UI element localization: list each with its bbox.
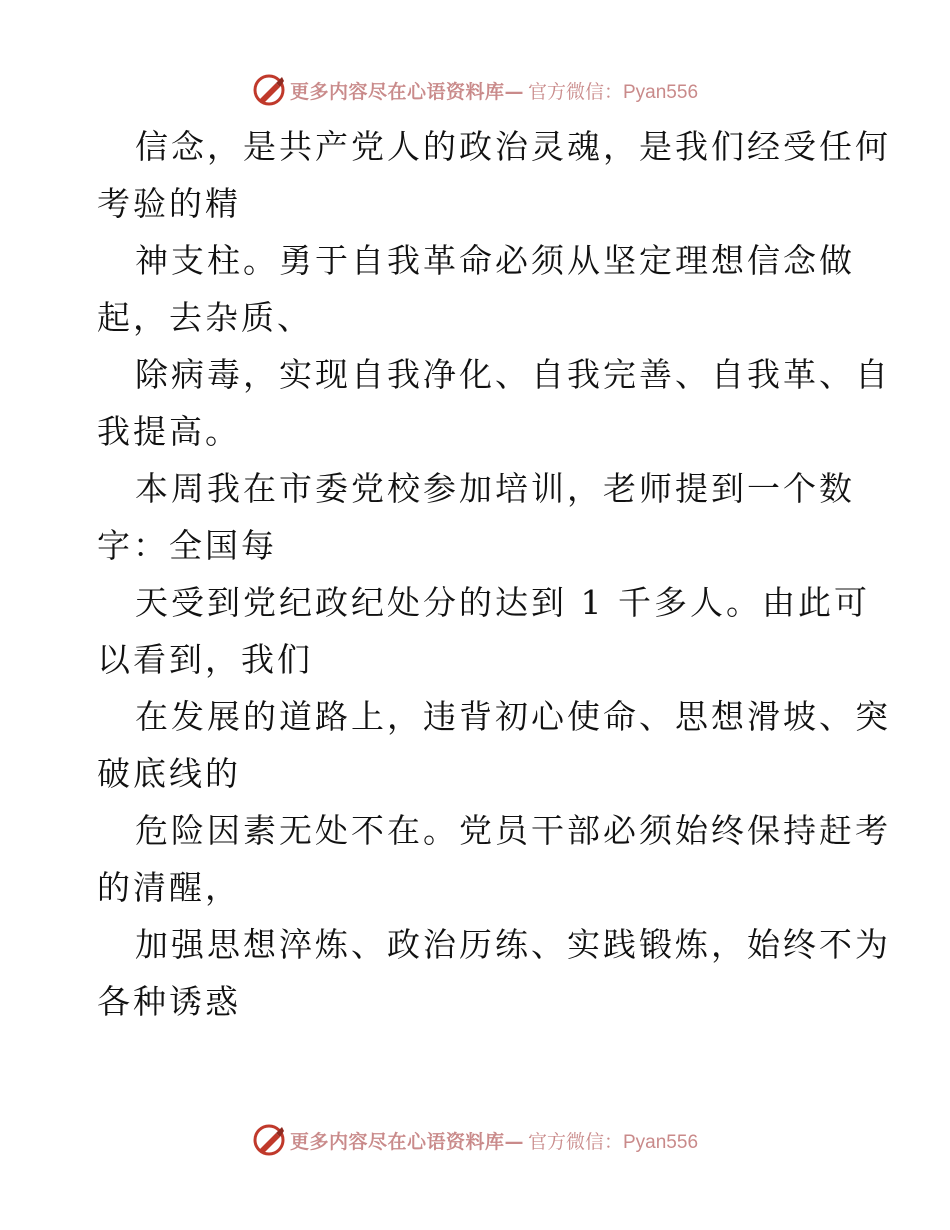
paragraph-line: 加强思想淬炼、政治历练、实践锻炼，始终不为 [135, 925, 891, 964]
banner-wechat: 官方微信：Pyan556 [528, 81, 699, 103]
paragraph-line: 危险因素无处不在。党员干部必须始终保持赶考 [135, 811, 891, 850]
paragraph-line: 本周我在市委党校参加培训，老师提到一个数 [135, 469, 855, 508]
document-body [97, 118, 891, 1030]
banner-text: 更多内容尽在心语资料库— [289, 1130, 524, 1153]
paragraph-line: 的清醒， [97, 868, 241, 907]
paragraph [97, 802, 891, 916]
paragraph-line: 破底线的 [97, 754, 241, 793]
paragraph-line: 起，去杂质、 [97, 298, 313, 337]
paragraph [97, 916, 891, 1030]
banner-inner [252, 73, 698, 107]
footer-banner [0, 1120, 950, 1160]
pen-logo-icon [252, 1123, 286, 1157]
paragraph [97, 574, 870, 688]
banner-wechat: 官方微信：Pyan556 [528, 1131, 699, 1153]
paragraph [97, 118, 891, 232]
paragraph-line: 天受到党纪政纪处分的达到 1 千多人。由此可 [135, 583, 870, 622]
paragraph-line: 字：全国每 [97, 526, 277, 565]
banner-text: 更多内容尽在心语资料库— [289, 80, 524, 103]
paragraph-line: 以看到，我们 [97, 640, 313, 679]
header-banner [0, 70, 950, 110]
paragraph [97, 688, 891, 802]
paragraph-line: 除病毒，实现自我净化、自我完善、自我革、自 [135, 355, 891, 394]
paragraph-line: 考验的精 [97, 184, 241, 223]
banner-inner [252, 1123, 698, 1157]
paragraph [97, 346, 891, 460]
paragraph [97, 232, 857, 346]
paragraph-line: 信念，是共产党人的政治灵魂，是我们经受任何 [135, 127, 891, 166]
paragraph-line: 我提高。 [97, 412, 241, 451]
paragraph-line: 在发展的道路上，违背初心使命、思想滑坡、突 [135, 697, 891, 736]
paragraph [97, 460, 857, 574]
paragraph-line: 各种诱惑 [97, 982, 241, 1021]
pen-logo-icon [252, 73, 286, 107]
paragraph-line: 神支柱。勇于自我革命必须从坚定理想信念做 [135, 241, 855, 280]
